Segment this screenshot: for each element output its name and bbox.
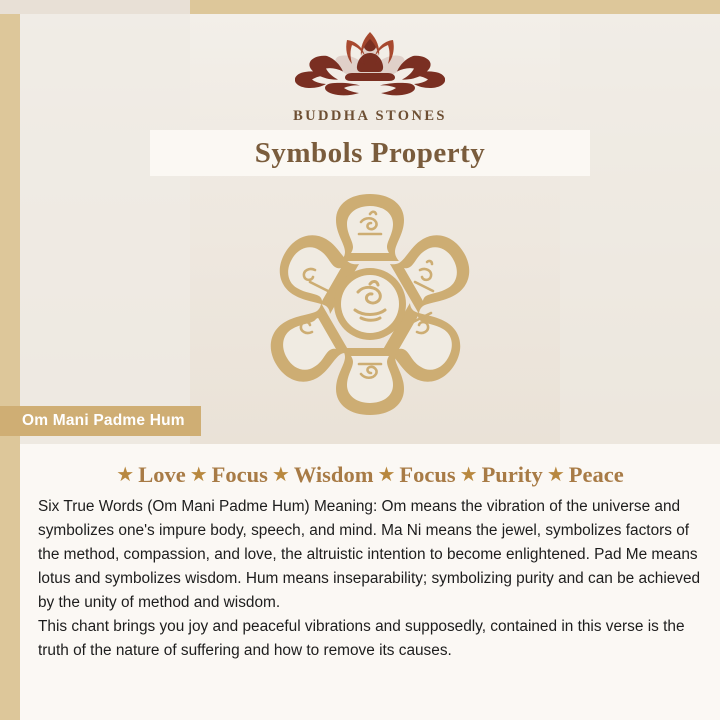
star-icon: ★ — [271, 464, 290, 486]
frame-top-right-bar — [204, 0, 720, 14]
mandala-illustration — [20, 192, 720, 417]
page-title-band — [150, 130, 590, 176]
keyword-list — [38, 462, 702, 488]
description-paragraph-2: This chant brings you joy and peaceful vibrations and supposedly, contained in this verse is the truth of the nature of suffering and how to remove its causes. — [38, 618, 685, 660]
status-badge — [0, 406, 201, 436]
keyword-focus-1: Focus — [211, 462, 268, 487]
lotus-meditation-figure-icon — [295, 26, 445, 102]
content-section — [20, 444, 720, 720]
star-icon: ★ — [189, 464, 208, 486]
star-icon: ★ — [116, 464, 135, 486]
page-title: Symbols Property — [254, 136, 486, 169]
keyword-purity: Purity — [481, 462, 543, 487]
keyword-love: Love — [138, 462, 186, 487]
label-tab-text: Om Mani Padme Hum — [22, 412, 185, 429]
keyword-wisdom: Wisdom — [293, 462, 374, 487]
star-icon: ★ — [546, 464, 565, 486]
hero-section — [20, 14, 720, 444]
keyword-focus-2: Focus — [399, 462, 456, 487]
keyword-peace: Peace — [568, 462, 624, 487]
brand-name: BUDDHA STONES — [293, 108, 447, 124]
description-text — [38, 495, 702, 663]
description-paragraph-1: Six True Words (Om Mani Padme Hum) Meaning: Om means the vibration of the universe and symbolizes one's impure body, speech, and mind. Ma Ni means the jewel, symbolizes factors of the method, compassion, and love, the altruistic intention to become enlightened. Pad Me means lotus and symbolizes wisdom. Hum means inseparability; symbolizing purity and can be achieved by the unity of method and wisdom. — [38, 498, 701, 612]
star-icon: ★ — [377, 464, 396, 486]
brand-logo — [20, 26, 720, 125]
star-icon: ★ — [459, 464, 478, 486]
frame-corner-accent — [190, 0, 204, 14]
frame-left-bar — [0, 0, 20, 720]
om-mani-padme-hum-lotus-mandala-icon — [255, 192, 485, 417]
